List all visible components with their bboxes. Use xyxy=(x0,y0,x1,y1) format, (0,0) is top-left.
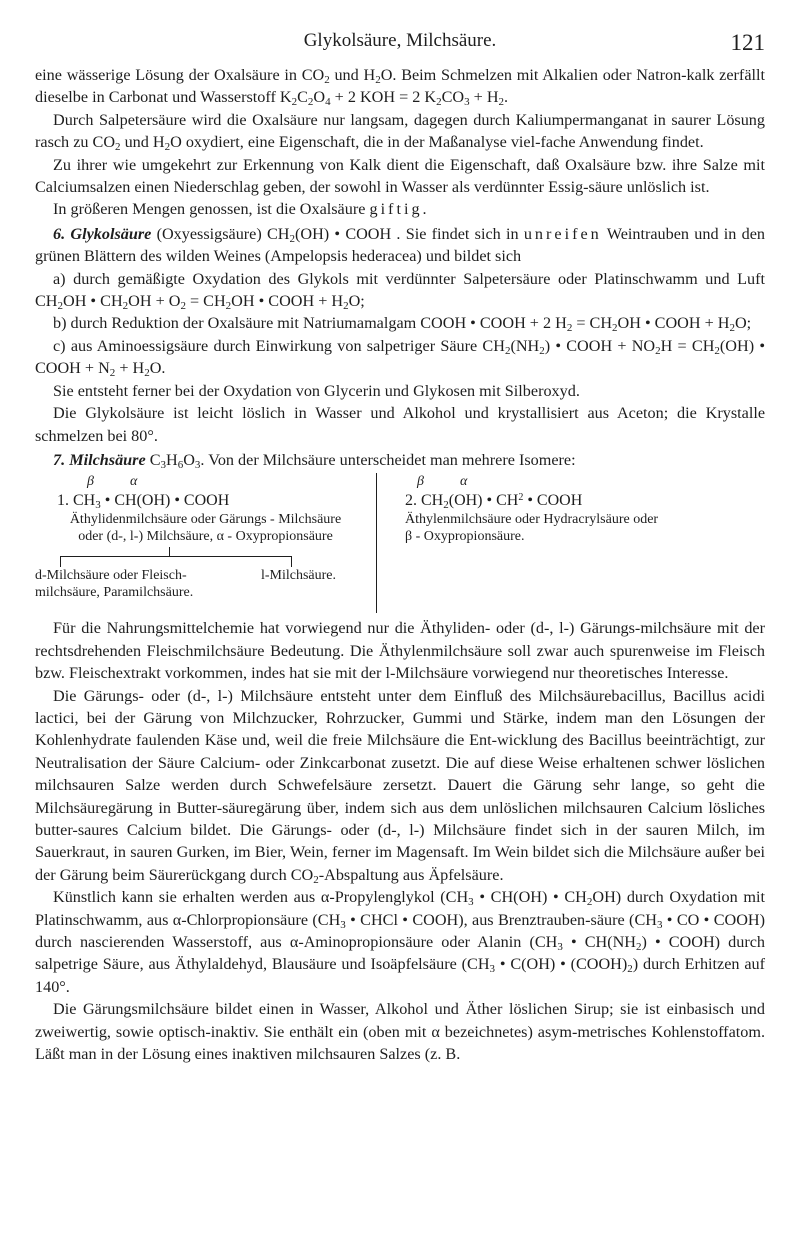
l-lactic-label: l-Milchsäure. xyxy=(260,568,336,584)
paragraph-food-chemistry: Für die Nahrungsmittelchemie hat vorwiegend nur die Äthyliden- oder (d-, l-) Gärungs-milchsäure mit der rechtsdrehenden Fleischmilchsäure Bedeutung. Die Äthylenmilchsäure soll zwar auch spurenweise im Fleisch bzw. Fleischextrakt vorkommen, indes hat sie mit der l-Milchsäure vorwiegend nur theoretisches Interesse. xyxy=(35,619,765,683)
caption-ethylidene-1: Äthylidenmilchsäure oder Gärungs - Milchsäure xyxy=(69,512,342,528)
page-number: 121 xyxy=(730,30,765,55)
paragraph-synthesis: Künstlich kann sie erhalten werden aus α-Propylenglykol ($CH_3$ • CH(OH) • $CH_2OH$) durch Oxydation mit Platinschwamm, aus α-Chlorpropionsäure ($CH_3$ • CHCl • COOH), aus Brenztrauben-säure ($CH_3$ • CO • COOH) durch nascierenden Wasserstoff, aus α-Aminopropionsäure oder Alanin ($CH_3$ • $CH(NH_2)$ • COOH) durch salpetrige Säure, aus Äthylaldehyd, Blausäure und Isoäpfelsäure ($CH_3$ • C(OH) • $(COOH)_2$) durch Erhitzen auf 140°. xyxy=(35,888,765,996)
formula-ethylidene-lactic: 1. $CH_3$ • CH(OH) • COOH xyxy=(57,492,230,512)
d-lactic-label: d-Milchsäure oder Fleisch- milchsäure, Paramilchsäure. xyxy=(35,568,194,601)
section-lactic-acid: 7. Milchsäure $C_3H_6O_3$. Von der Milchsäure unterscheidet man mehrere Isomere: xyxy=(53,450,576,471)
glycolic-method-a: a) durch gemäßigte Oxydation des Glykols mit verdünnter Salpetersäure oder Platinschwamm und Luft $CH_2OH$ • $CH_2OH + O_2 = CH_2OH$ • COOH + $H_2O$; xyxy=(35,269,765,313)
glycolic-method-c: c) aus Aminoessigsäure durch Einwirkung von salpetriger Säure $CH_2(NH_2)$ • COOH + $NO_2H = CH_2(OH)$ • COOH + $N_2 + H_2O$. xyxy=(35,336,765,380)
section-title-lactic: Milchsäure xyxy=(69,450,146,469)
paragraph-properties: Die Gärungsmilchsäure bildet einen in Wasser, Alkohol und Äther löslichen Sirup; sie ist einbasisch und zweiwertig, sowie optisch-inaktiv. Sie enthält ein (oben mit α bezeichnetes) asym-metrisches Kohlenstoffatom. Läßt man in der Lösung eines inaktiven milchsauren Salzes (z. B. xyxy=(35,1000,765,1064)
isomer-ethylidene xyxy=(35,473,376,613)
caption-ethylene-1: Äthylenmilchsäure oder Hydracrylsäure oder xyxy=(405,512,659,528)
glycolic-method-b: b) durch Reduktion der Oxalsäure mit Natriumamalgam COOH • COOH + 2 $H_2 = CH_2OH$ • COOH + $H_2O$; xyxy=(53,314,752,335)
caption-ethylene-2: β - Oxypropionsäure. xyxy=(405,529,525,545)
paragraph-glycolic-glycerin: Sie entsteht ferner bei der Oxydation von Glycerin und Glykosen mit Silberoxyd. xyxy=(53,381,580,400)
page-header xyxy=(35,30,765,64)
beta-label: β xyxy=(417,474,424,490)
isomer-diagram xyxy=(35,473,765,613)
paragraph-fermentation: Die Gärungs- oder (d-, l-) Milchsäure entsteht unter dem Einfluß des Milchsäurebacillus, Bacillus acidi lactici, bei der Gärung von Milchzucker, Rohrzucker, Gummi und Stärke, indem man den Lösungen der Kohlenhydrate faulenden Käse und, weil die freie Milchsäure die Ent-wicklung des Bacillus beeinträchtigt, zur Neutralisation der Säure Calcium- oder Zinkcarbonat zusetzt. Die auf diese Weise erhaltenen schwer löslichen milchsauren Salze werden durch Schwefelsäure zersetzt. Dauert die Gärung sehr lange, so geht die Milchsäuregärung in Butter-säuregärung über, indem sich aus dem unlöslichen milchsauren Calcium lösliches butter-saures Calcium bildet. Die Gärungs- oder (d-, l-) Milchsäure findet sich in der sauren Milch, im Sauerkraut, in sauren Gurken, im Bier, Wein, ferner im Magensaft. Im Wein bildet sich die Milchsäure außer bei der Gärung beim Säurerückgang durch $CO_2$-Abspaltung aus Äpfelsäure. xyxy=(35,686,765,886)
paragraph-oxalic-toxic: In größeren Mengen genossen, ist die Oxalsäure giftig. xyxy=(53,200,427,219)
running-title: Glykolsäure, Milchsäure. xyxy=(303,30,497,51)
alpha-label: α xyxy=(459,474,468,490)
section-glycolic-acid: 6. Glykolsäure (Oxyessigsäure) $CH_2(OH)$ • COOH . Sie findet sich in unreifen Weintrauben und in den grünen Blättern des wilden Weines (Ampelopsis hederacea) und bildet sich xyxy=(35,224,765,266)
paragraph-glycolic-solubility: Die Glykolsäure ist leicht löslich in Wasser und Alkohol und krystallisiert aus Aceton; die Krystalle schmelzen bei 80°. xyxy=(35,404,765,445)
isomer-split-bracket xyxy=(35,547,376,567)
isomer-ethylene xyxy=(376,473,765,613)
formula-ethylene-lactic: 2. $CH_2(OH)$ • $CH^2$ • COOH xyxy=(405,492,583,512)
alpha-label: α xyxy=(129,474,138,490)
paragraph-oxalic-decomposition: eine wässerige Lösung der Oxalsäure in $CO_2$ und $H_2O$. Beim Schmelzen mit Alkalien oder Natron-kalk zerfällt dieselbe in Carbonat und Wasserstoff $K_2C_2O_4 + 2$ KOH = 2 $K_2CO_3 + H_2$. xyxy=(35,66,766,109)
section-title-glycolic: Glykolsäure xyxy=(70,224,152,243)
book-page xyxy=(35,30,765,1065)
paragraph-oxalic-calcium: Zu ihrer wie umgekehrt zur Erkennung von Kalk dient die Eigenschaft, daß Oxalsäure bzw. ihre Salze mit Calciumsalzen einen Niederschlag geben, der sowohl in Wasser als verdünnter Essig-säure unlöslich ist. xyxy=(35,155,765,197)
caption-ethylidene-2: oder (d-, l-) Milchsäure, α - Oxypropionsäure xyxy=(78,529,333,545)
paragraph-oxalic-oxidation: Durch Salpetersäure wird die Oxalsäure nur langsam, dagegen durch Kaliumpermanganat in saurer Lösung rasch zu $CO_2$ und $H_2O$ oxydiert, eine Eigenschaft, die in der Maßanalyse viel-fache Anwendung findet. xyxy=(35,110,765,154)
beta-label: β xyxy=(87,474,94,490)
